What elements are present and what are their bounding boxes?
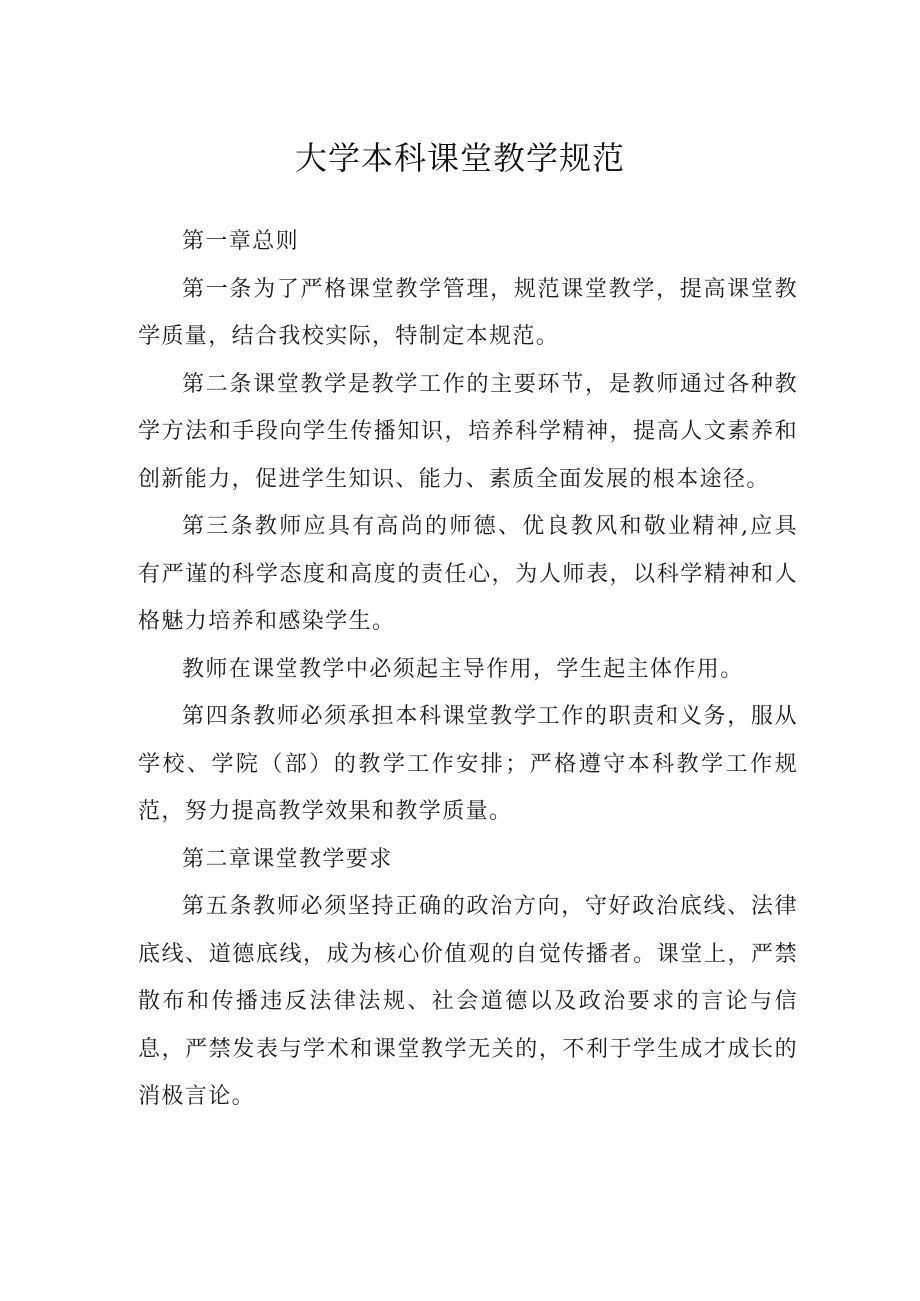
article-5-paragraph: 第五条教师必须坚持正确的政治方向，守好政治底线、法律底线、道德底线，成为核心价值观的自觉传播者。课堂上，严禁散布和传播违反法律法规、社会道德以及政治要求的言论与信息，严禁发表与学术和课堂教学无关的，不利于学生成才成长的消极言论。 (138, 894, 798, 1109)
article-2-paragraph: 第二条课堂教学是教学工作的主要环节，是教师通过各种教学方法和手段向学生传播知识，培养科学精神，提高人文素养和创新能力，促进学生知识、能力、素质全面发展的根本途径。 (138, 371, 798, 492)
document-body (138, 218, 798, 1121)
document-title: 大学本科课堂教学规范 (294, 139, 625, 177)
article-3-supplement-paragraph: 教师在课堂教学中必须起主导作用，学生起主体作用。 (182, 656, 744, 682)
article-3-paragraph: 第三条教师应具有高尚的师德、优良教风和敬业精神,应具有严谨的科学态度和高度的责任心，为人师表，以科学精神和人格魅力培养和感染学生。 (138, 514, 798, 634)
chapter-heading-2: 第二章课堂教学要求 (182, 846, 393, 872)
article-1-paragraph: 第一条为了严格课堂教学管理，规范课堂教学，提高课堂教学质量，结合我校实际，特制定本规范。 (138, 276, 798, 349)
chapter-heading-1: 第一章总则 (182, 229, 300, 254)
article-4-paragraph: 第四条教师必须承担本科课堂教学工作的职责和义务，服从学校、学院（部）的教学工作安排；严格遵守本科教学工作规范，努力提高教学效果和教学质量。 (138, 704, 798, 824)
